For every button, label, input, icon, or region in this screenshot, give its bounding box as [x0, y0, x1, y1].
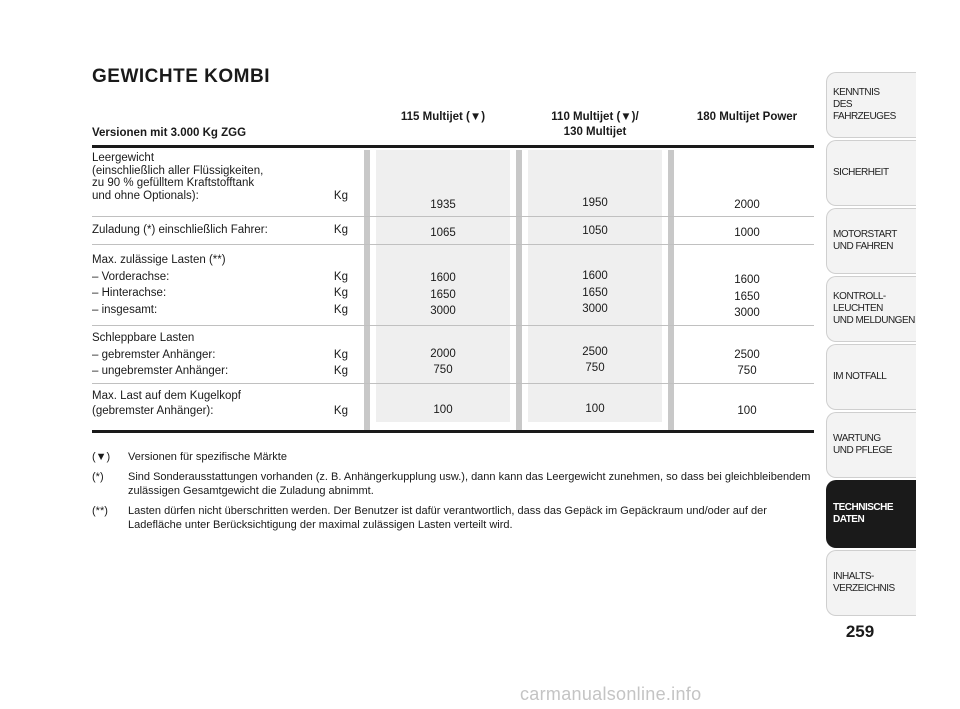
sidebar-tab-label: KONTROLL- LEUCHTEN UND MELDUNGEN [833, 291, 915, 326]
table-cell: 2500 750 [582, 346, 608, 374]
label-line: (gebremster Anhänger): Kg [92, 404, 348, 417]
column-header-3: 180 Multijet Power [696, 111, 798, 123]
table-row-label-1 [92, 224, 348, 237]
table-bottom-rule [92, 430, 814, 433]
sidebar-tab-sicherheit[interactable] [826, 140, 916, 206]
table-cell: 2500 750 [734, 349, 760, 377]
label-line: zu 90 % gefülltem Kraftstofftank [92, 177, 255, 189]
label-line: und ohne Optionals): Kg [92, 189, 348, 202]
column-header-1: 115 Multijet (▼) [400, 111, 486, 123]
footnote-text: Sind Sonderausstattungen vorhanden (z. B. Anhängerkupplung usw.), dann kann das Leergewicht zunehmen, so dass bei gleichbleibendem zulässigen Gesamtgewicht die Zuladung abnimmt. [128, 471, 811, 497]
label-line: Schleppbare Lasten [92, 332, 195, 344]
table-cell: 1950 [582, 197, 608, 209]
sidebar-tab-label: SICHERHEIT [833, 167, 889, 178]
label-line: Max. zulässige Lasten (**) [92, 254, 226, 266]
footnote-mark: (**) [92, 505, 108, 517]
footnote-mark: (▼) [92, 451, 111, 463]
sidebar-tab-notfall[interactable] [826, 344, 916, 410]
table-row-label-3 [92, 332, 348, 378]
row-divider [92, 244, 814, 245]
table-row-label-2 [92, 254, 348, 316]
sidebar-tab-label: TECHNISCHE DATEN [833, 502, 894, 525]
table-cell: 100 [737, 405, 757, 417]
footnote-0 [92, 450, 812, 464]
version-header: Versionen mit 3.000 Kg ZGG [92, 127, 247, 139]
table-cell: 1600 1650 3000 [430, 272, 456, 317]
row-divider [92, 216, 814, 217]
table-cell: 1065 [430, 227, 456, 239]
table-cell: 1050 [582, 225, 608, 237]
table-cell: 100 [433, 404, 453, 416]
label-line: Leergewicht [92, 152, 155, 164]
table-cell: 2000 750 [430, 348, 456, 376]
table-row-label-0 [92, 152, 348, 202]
table-cell: 1600 1650 3000 [734, 274, 760, 319]
table-cell: 100 [585, 403, 605, 415]
table-cell: 1600 1650 3000 [582, 270, 608, 315]
footnote-text: Versionen für spezifische Märkte [128, 451, 287, 463]
sidebar-tab-label: KENNTNIS DES FAHRZEUGES [833, 87, 896, 122]
column-separator-1 [364, 150, 370, 432]
table-cell: 2000 [734, 199, 760, 211]
column-header-2-text: 110 Multijet (▼)/ 130 Multijet [551, 111, 639, 138]
label-line: – Hinterachse: Kg [92, 287, 348, 299]
watermark-text: carmanualsonline.info [520, 684, 702, 704]
sidebar-tab-kontrollleuchten[interactable] [826, 276, 916, 342]
page-title: GEWICHTE KOMBI [92, 66, 270, 87]
sidebar-tab-wartung[interactable] [826, 412, 916, 478]
column-separator-2 [516, 150, 522, 432]
sidebar-tab-kenntnis[interactable] [826, 72, 916, 138]
table-cell: 1935 [430, 199, 456, 211]
sidebar-tab-inhaltsverzeichnis[interactable] [826, 550, 916, 616]
table-row-label-4 [92, 390, 348, 417]
table-top-rule [92, 145, 814, 148]
table-cell: 1000 [734, 227, 760, 239]
label-line: (einschließlich aller Flüssigkeiten, [92, 164, 264, 177]
sidebar-tab-technische-daten[interactable] [826, 480, 916, 548]
label-line: – ungebremster Anhänger: Kg [92, 365, 348, 377]
sidebar-tab-motorstart[interactable] [826, 208, 916, 274]
footnote-1 [92, 470, 812, 498]
column-header-2 [528, 110, 662, 140]
label-line: – gebremster Anhänger: Kg [92, 348, 348, 361]
sidebar-tab-label: WARTUNG UND PFLEGE [833, 433, 892, 456]
page-number: 259 [845, 622, 875, 641]
row-divider [92, 383, 814, 384]
footnote-2 [92, 504, 812, 532]
column-separator-3 [668, 150, 674, 432]
label-line: – insgesamt: Kg [92, 303, 348, 316]
label-line: – Vorderachse: Kg [92, 270, 348, 283]
sidebar-tab-label: IM NOTFALL [833, 371, 887, 382]
footnote-text: Lasten dürfen nicht überschritten werden. Der Benutzer ist dafür verantwortlich, dass das Gepäck im Gepäckraum und/oder auf der Ladefläche unter Berücksichtigung der maximal zulässigen Lasten verteilt wird. [128, 505, 767, 531]
label-line: Max. Last auf dem Kugelkopf [92, 390, 241, 402]
sidebar-tab-label: MOTORSTART UND FAHREN [833, 229, 897, 252]
footnote-mark: (*) [92, 471, 104, 483]
row-divider [92, 325, 814, 326]
sidebar-tab-label: INHALTS- VERZEICHNIS [833, 571, 895, 594]
label-line: Zuladung (*) einschließlich Fahrer: Kg [92, 224, 348, 236]
